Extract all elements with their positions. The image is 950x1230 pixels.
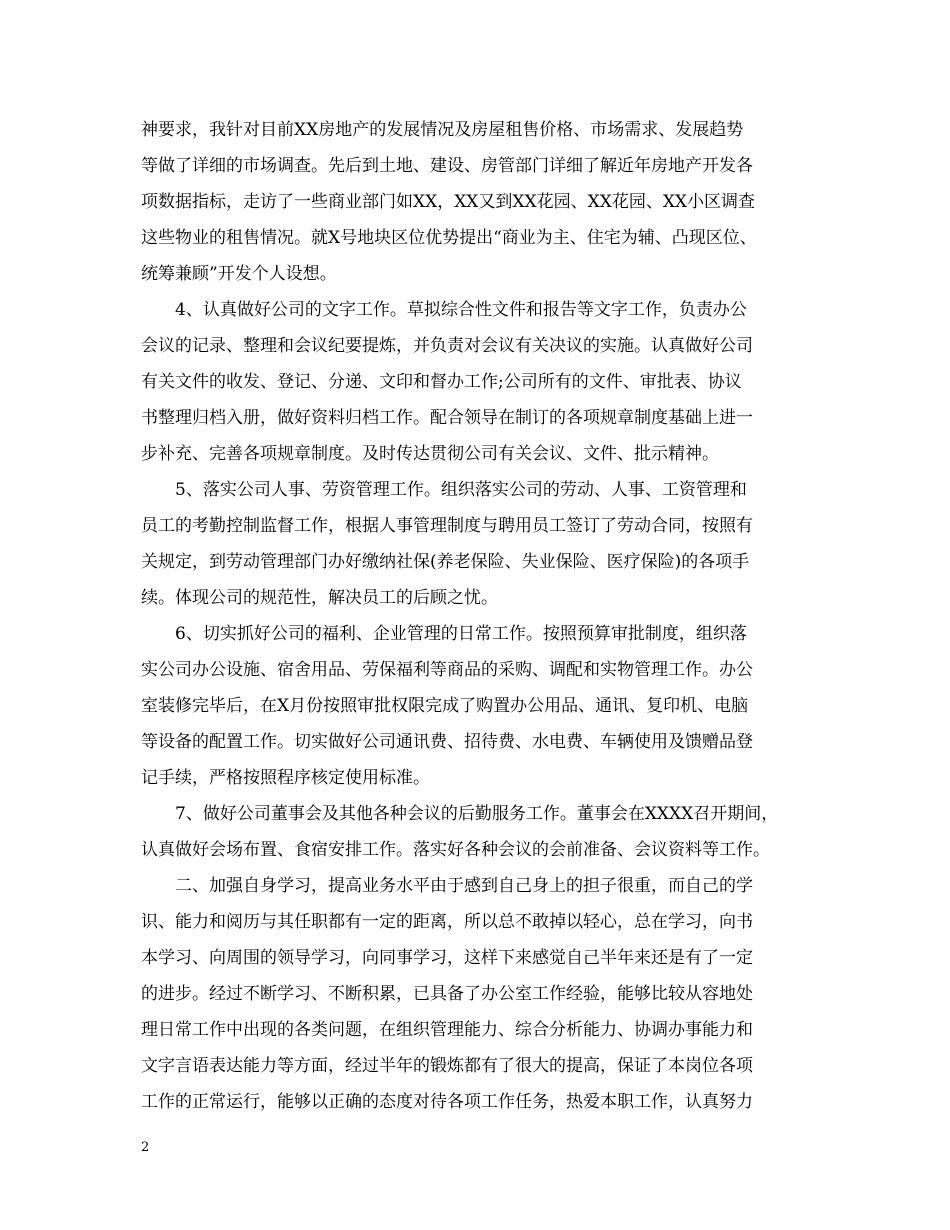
text-line: 本学习、向周围的领导学习，向同事学习，这样下来感觉自己半年来还是有了一定 bbox=[141, 948, 753, 968]
text-line: 认真做好会场布置、食宿安排工作。落实好各种会议的会前准备、会议资料等工作。 bbox=[141, 840, 770, 860]
text-line: 书整理归档入册，做好资料归档工作。配合领导在制订的各项规章制度基础上进一 bbox=[141, 408, 753, 428]
text-line: 的进步。经过不断学习、不断积累，已具备了办公室工作经验，能够比较从容地处 bbox=[141, 984, 753, 1004]
text-line: 6、切实抓好公司的福利、企业管理的日常工作。按照预算审批制度，组织落 bbox=[175, 624, 747, 644]
text-line: 有关文件的收发、登记、分递、文印和督办工作;公司所有的文件、审批表、协议 bbox=[141, 372, 742, 392]
text-line: 续。体现公司的规范性，解决员工的后顾之忧。 bbox=[141, 588, 498, 608]
text-line: 理日常工作中出现的各类问题，在组织管理能力、综合分析能力、协调办事能力和 bbox=[141, 1020, 753, 1040]
page-number: 2 bbox=[141, 1140, 150, 1155]
text-line: 4、认真做好公司的文字工作。草拟综合性文件和报告等文字工作，负责办公 bbox=[175, 300, 747, 320]
text-line: 项数据指标，走访了一些商业部门如XX，XX又到XX花园、XX花园、XX小区调查 bbox=[141, 192, 756, 212]
text-line: 等做了详细的市场调查。先后到土地、建设、房管部门详细了解近年房地产开发各 bbox=[141, 156, 753, 176]
text-line: 统筹兼顾”开发个人设想。 bbox=[141, 264, 337, 284]
text-line: 5、落实公司人事、劳资管理工作。组织落实公司的劳动、人事、工资管理和 bbox=[175, 480, 747, 500]
text-line: 7、做好公司董事会及其他各种会议的后勤服务工作。董事会在XXXX召开期间， bbox=[175, 804, 779, 824]
text-line: 等设备的配置工作。切实做好公司通讯费、招待费、水电费、车辆使用及馈赠品登 bbox=[141, 732, 753, 752]
text-line: 实公司办公设施、宿舍用品、劳保福利等商品的采购、调配和实物管理工作。办公 bbox=[141, 660, 753, 680]
text-line: 员工的考勤控制监督工作，根据人事管理制度与聘用员工签订了劳动合同，按照有 bbox=[141, 516, 753, 536]
text-line: 步补充、完善各项规章制度。及时传达贯彻公司有关会议、文件、批示精神。 bbox=[141, 444, 719, 464]
text-line: 二、加强自身学习，提高业务水平由于感到自己身上的担子很重，而自己的学 bbox=[175, 876, 753, 896]
text-line: 会议的记录、整理和会议纪要提炼，并负责对会议有关决议的实施。认真做好公司 bbox=[141, 336, 753, 356]
text-line: 工作的正常运行，能够以正确的态度对待各项工作任务，热爱本职工作，认真努力 bbox=[141, 1092, 753, 1112]
text-line: 室装修完毕后，在X月份按照审批权限完成了购置办公用品、通讯、复印机、电脑 bbox=[141, 696, 749, 716]
text-line: 这些物业的租售情况。就X号地块区位优势提出“商业为主、住宅为辅、凸现区位、 bbox=[141, 228, 757, 248]
text-line: 神要求，我针对目前XX房地产的发展情况及房屋租售价格、市场需求、发展趋势 bbox=[141, 120, 744, 140]
text-line: 文字言语表达能力等方面，经过半年的锻炼都有了很大的提高，保证了本岗位各项 bbox=[141, 1056, 753, 1076]
body-text bbox=[141, 112, 821, 1120]
text-line: 关规定，到劳动管理部门办好缴纳社保(养老保险、失业保险、医疗保险)的各项手 bbox=[141, 552, 750, 572]
text-line: 记手续，严格按照程序核定使用标准。 bbox=[141, 768, 430, 788]
text-line: 识、能力和阅历与其任职都有一定的距离，所以总不敢掉以轻心，总在学习，向书 bbox=[141, 912, 753, 932]
